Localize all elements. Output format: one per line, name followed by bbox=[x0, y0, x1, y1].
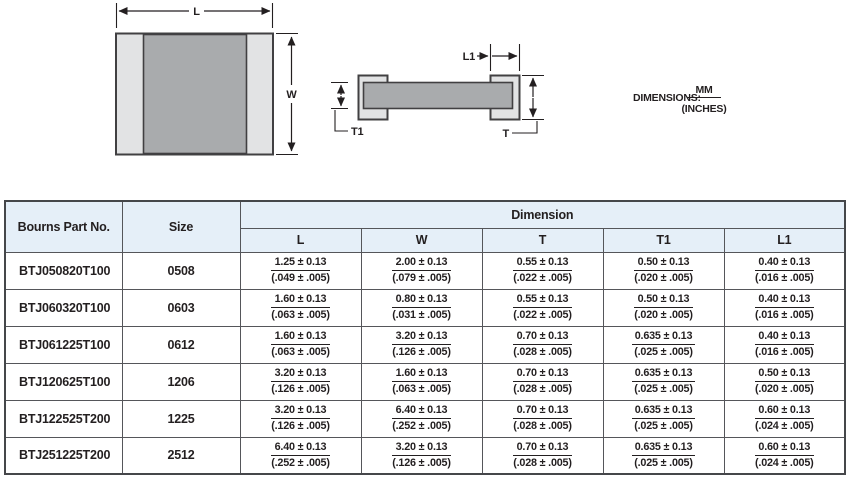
dim-inch-value: (.126 ± .005) bbox=[392, 456, 451, 469]
dim-fraction bbox=[755, 330, 814, 359]
cell-dim-l1 bbox=[724, 289, 845, 326]
cell-part-no: BTJ050820T100 bbox=[5, 252, 122, 289]
cell-dim-l1 bbox=[724, 400, 845, 437]
cell-dim-t1 bbox=[603, 252, 724, 289]
side-view-element-body bbox=[364, 83, 513, 109]
cell-dim-w bbox=[361, 400, 482, 437]
t1-leader-elbow bbox=[335, 110, 348, 131]
units-note bbox=[633, 84, 727, 115]
dim-mm-value: 0.50 ± 0.13 bbox=[634, 256, 693, 271]
table-row bbox=[5, 437, 845, 474]
cell-dim-t bbox=[482, 252, 603, 289]
cell-dim-l1 bbox=[724, 437, 845, 474]
cell-dim-l bbox=[240, 289, 361, 326]
cell-dim-l bbox=[240, 326, 361, 363]
dim-mm-value: 3.20 ± 0.13 bbox=[271, 367, 330, 382]
dim-mm-value: 1.60 ± 0.13 bbox=[392, 367, 451, 382]
col-header-dimension-group: Dimension bbox=[240, 201, 845, 228]
cell-dim-w bbox=[361, 437, 482, 474]
dim-fraction bbox=[632, 330, 696, 359]
dim-fraction bbox=[513, 367, 572, 396]
dim-inch-value: (.022 ± .005) bbox=[513, 272, 572, 284]
dim-mm-value: 0.40 ± 0.13 bbox=[755, 256, 814, 271]
dim-mm-value: 0.50 ± 0.13 bbox=[755, 367, 814, 382]
units-mm-label: MM bbox=[695, 84, 713, 96]
cell-dim-t1 bbox=[603, 289, 724, 326]
dim-mm-value: 6.40 ± 0.13 bbox=[392, 404, 451, 419]
dim-inch-value: (.031 ± .005) bbox=[392, 309, 451, 321]
dim-fraction bbox=[632, 404, 696, 433]
dim-inch-value: (.028 ± .005) bbox=[513, 456, 572, 469]
t-dimension-label: T bbox=[502, 128, 509, 140]
dim-inch-value: (.016 ± .005) bbox=[755, 309, 814, 321]
dim-inch-value: (.252 ± .005) bbox=[271, 456, 330, 469]
dim-inch-value: (.252 ± .005) bbox=[392, 420, 451, 432]
col-header-t1: T1 bbox=[603, 228, 724, 252]
dim-fraction bbox=[513, 293, 572, 322]
dim-inch-value: (.063 ± .005) bbox=[392, 383, 451, 395]
dim-mm-value: 0.70 ± 0.13 bbox=[513, 367, 572, 382]
dim-inch-value: (.025 ± .005) bbox=[634, 420, 693, 432]
table-row bbox=[5, 289, 845, 326]
dim-mm-value: 0.80 ± 0.13 bbox=[392, 293, 451, 308]
dim-mm-value: 6.40 ± 0.13 bbox=[271, 441, 330, 456]
dim-mm-value: 0.635 ± 0.13 bbox=[632, 441, 696, 456]
cell-part-no: BTJ122525T200 bbox=[5, 400, 122, 437]
dim-mm-value: 0.60 ± 0.13 bbox=[755, 404, 814, 419]
units-note-label: DIMENSIONS: bbox=[633, 92, 701, 104]
cell-dim-t bbox=[482, 326, 603, 363]
cell-dim-l1 bbox=[724, 363, 845, 400]
dim-inch-value: (.022 ± .005) bbox=[513, 309, 572, 321]
dim-mm-value: 0.55 ± 0.13 bbox=[513, 256, 572, 271]
dim-inch-value: (.126 ± .005) bbox=[271, 383, 330, 395]
table-row bbox=[5, 400, 845, 437]
dim-mm-value: 0.70 ± 0.13 bbox=[513, 330, 572, 345]
top-view-element-body bbox=[144, 35, 247, 154]
dimension-table bbox=[4, 200, 846, 475]
dim-fraction bbox=[392, 367, 451, 396]
dim-fraction bbox=[392, 441, 451, 470]
cell-part-no: BTJ061225T100 bbox=[5, 326, 122, 363]
dim-mm-value: 1.60 ± 0.13 bbox=[271, 330, 330, 345]
dim-fraction bbox=[513, 441, 572, 470]
dim-fraction bbox=[755, 256, 814, 285]
dim-fraction bbox=[271, 367, 330, 396]
dim-mm-value: 0.635 ± 0.13 bbox=[632, 330, 696, 345]
dim-fraction bbox=[392, 293, 451, 322]
l1-dimension-label: L1 bbox=[462, 51, 475, 63]
dim-fraction bbox=[755, 404, 814, 433]
col-header-t: T bbox=[482, 228, 603, 252]
cell-dim-l bbox=[240, 437, 361, 474]
dim-inch-value: (.024 ± .005) bbox=[755, 420, 814, 432]
cell-part-no: BTJ060320T100 bbox=[5, 289, 122, 326]
t1-dimension-label: T1 bbox=[351, 126, 364, 138]
cell-size: 0508 bbox=[122, 252, 240, 289]
chip-side-view bbox=[331, 44, 544, 140]
table-row bbox=[5, 252, 845, 289]
dim-inch-value: (.028 ± .005) bbox=[513, 383, 572, 395]
dim-inch-value: (.028 ± .005) bbox=[513, 420, 572, 432]
dim-mm-value: 0.40 ± 0.13 bbox=[755, 330, 814, 345]
cell-dim-l bbox=[240, 252, 361, 289]
dim-mm-value: 0.40 ± 0.13 bbox=[755, 293, 814, 308]
cell-dim-t bbox=[482, 363, 603, 400]
dim-inch-value: (.016 ± .005) bbox=[755, 346, 814, 358]
cell-dim-t bbox=[482, 400, 603, 437]
cell-dim-l1 bbox=[724, 326, 845, 363]
dim-fraction bbox=[271, 404, 330, 433]
dim-fraction bbox=[392, 256, 451, 285]
cell-dim-t1 bbox=[603, 363, 724, 400]
dim-inch-value: (.020 ± .005) bbox=[634, 272, 693, 284]
dim-inch-value: (.025 ± .005) bbox=[634, 383, 693, 395]
dim-fraction bbox=[755, 293, 814, 322]
col-header-l1: L1 bbox=[724, 228, 845, 252]
dim-inch-value: (.049 ± .005) bbox=[271, 272, 330, 284]
cell-size: 1225 bbox=[122, 400, 240, 437]
col-header-w: W bbox=[361, 228, 482, 252]
dim-inch-value: (.024 ± .005) bbox=[755, 456, 814, 469]
dim-fraction bbox=[392, 404, 451, 433]
dim-inch-value: (.020 ± .005) bbox=[634, 309, 693, 321]
package-dimension-diagram bbox=[0, 0, 850, 198]
dim-mm-value: 3.20 ± 0.13 bbox=[271, 404, 330, 419]
cell-size: 2512 bbox=[122, 437, 240, 474]
col-header-l: L bbox=[240, 228, 361, 252]
dim-fraction bbox=[632, 441, 696, 470]
dim-fraction bbox=[634, 293, 693, 322]
dim-inch-value: (.063 ± .005) bbox=[271, 309, 330, 321]
cell-dim-w bbox=[361, 289, 482, 326]
dim-mm-value: 0.50 ± 0.13 bbox=[634, 293, 693, 308]
dim-fraction bbox=[513, 404, 572, 433]
t-leader-elbow bbox=[512, 121, 537, 133]
dim-mm-value: 0.635 ± 0.13 bbox=[632, 367, 696, 382]
table-row bbox=[5, 363, 845, 400]
dim-fraction bbox=[392, 330, 451, 359]
cell-dim-l1 bbox=[724, 252, 845, 289]
cell-dim-w bbox=[361, 252, 482, 289]
cell-dim-w bbox=[361, 326, 482, 363]
dim-mm-value: 0.70 ± 0.13 bbox=[513, 404, 572, 419]
dim-inch-value: (.025 ± .005) bbox=[634, 456, 693, 469]
length-dimension-label: L bbox=[193, 6, 200, 18]
cell-size: 0603 bbox=[122, 289, 240, 326]
cell-part-no: BTJ120625T100 bbox=[5, 363, 122, 400]
cell-dim-t1 bbox=[603, 437, 724, 474]
dim-fraction bbox=[513, 256, 572, 285]
cell-dim-w bbox=[361, 363, 482, 400]
dim-mm-value: 0.60 ± 0.13 bbox=[755, 441, 814, 456]
dim-mm-value: 3.20 ± 0.13 bbox=[392, 330, 451, 345]
cell-dim-t bbox=[482, 289, 603, 326]
cell-dim-t1 bbox=[603, 326, 724, 363]
chip-top-view bbox=[116, 3, 298, 155]
table-row bbox=[5, 326, 845, 363]
cell-dim-l bbox=[240, 400, 361, 437]
dim-inch-value: (.126 ± .005) bbox=[392, 346, 451, 358]
dim-mm-value: 2.00 ± 0.13 bbox=[392, 256, 451, 271]
dim-mm-value: 3.20 ± 0.13 bbox=[392, 441, 451, 456]
width-dimension-label: W bbox=[286, 89, 297, 101]
cell-dim-t bbox=[482, 437, 603, 474]
dim-fraction bbox=[513, 330, 572, 359]
dim-inch-value: (.025 ± .005) bbox=[634, 346, 693, 358]
dim-fraction bbox=[755, 441, 814, 470]
dim-inch-value: (.028 ± .005) bbox=[513, 346, 572, 358]
cell-dim-l bbox=[240, 363, 361, 400]
dim-inch-value: (.126 ± .005) bbox=[271, 420, 330, 432]
units-inches-label: (INCHES) bbox=[681, 103, 727, 115]
cell-part-no: BTJ251225T200 bbox=[5, 437, 122, 474]
dim-fraction bbox=[632, 367, 696, 396]
dim-mm-value: 1.25 ± 0.13 bbox=[271, 256, 330, 271]
cell-size: 0612 bbox=[122, 326, 240, 363]
cell-dim-t1 bbox=[603, 400, 724, 437]
dim-inch-value: (.016 ± .005) bbox=[755, 272, 814, 284]
col-header-part-no: Bourns Part No. bbox=[5, 201, 122, 252]
dim-fraction bbox=[271, 293, 330, 322]
dim-inch-value: (.079 ± .005) bbox=[392, 272, 451, 284]
dim-mm-value: 0.70 ± 0.13 bbox=[513, 441, 572, 456]
dim-inch-value: (.020 ± .005) bbox=[755, 383, 814, 395]
dim-fraction bbox=[755, 367, 814, 396]
cell-size: 1206 bbox=[122, 363, 240, 400]
dim-fraction bbox=[271, 441, 330, 470]
dim-fraction bbox=[634, 256, 693, 285]
dim-mm-value: 0.635 ± 0.13 bbox=[632, 404, 696, 419]
dim-mm-value: 1.60 ± 0.13 bbox=[271, 293, 330, 308]
col-header-size: Size bbox=[122, 201, 240, 252]
dim-mm-value: 0.55 ± 0.13 bbox=[513, 293, 572, 308]
dim-fraction bbox=[271, 330, 330, 359]
dim-fraction bbox=[271, 256, 330, 285]
dim-inch-value: (.063 ± .005) bbox=[271, 346, 330, 358]
